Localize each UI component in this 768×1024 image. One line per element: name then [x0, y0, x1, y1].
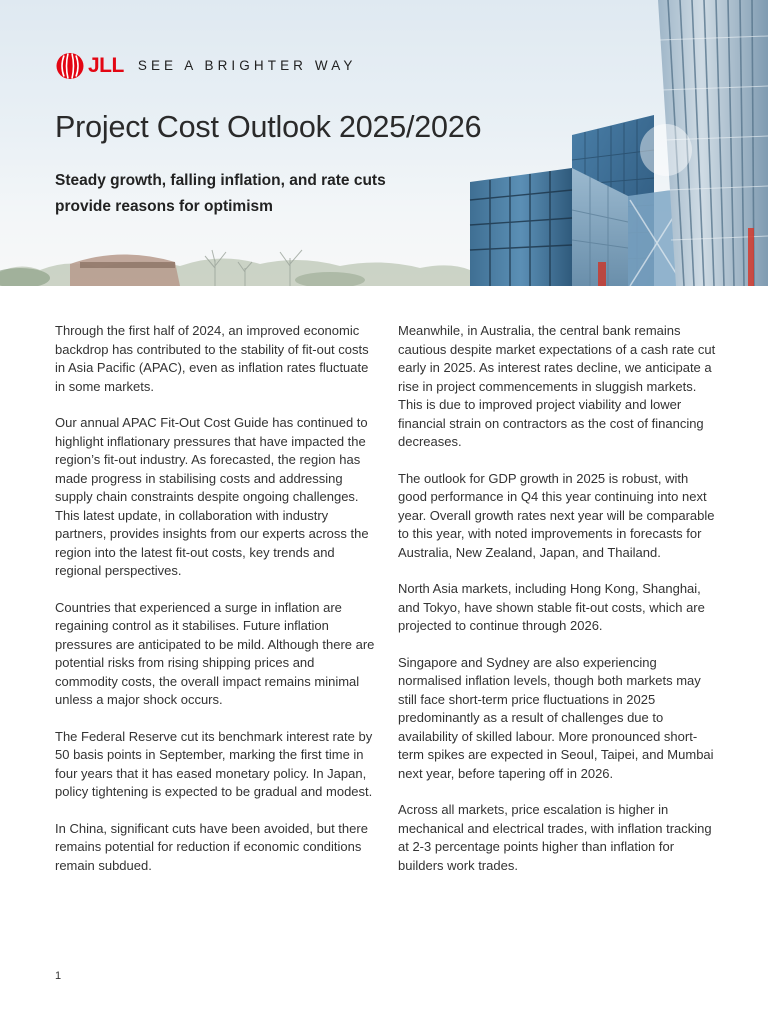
logo-text: JLL — [88, 54, 124, 77]
page-subtitle — [55, 168, 435, 220]
left-column — [55, 322, 375, 893]
hero-banner — [0, 0, 768, 286]
right-column — [398, 322, 718, 893]
body-paragraph: In China, significant cuts have been avoided, but there remains potential for reduction if economic conditions remain subdued. — [55, 820, 368, 873]
brand-header — [55, 52, 356, 80]
jll-logo-icon — [55, 52, 85, 80]
body-paragraph: North Asia markets, including Hong Kong, Shanghai, and Tokyo, have shown stable fit-out costs, which are projected to continue through 2026. — [398, 581, 705, 633]
body-paragraph: Countries that experienced a surge in inflation are regaining control as it stabilises. Future inflation pressures are anticipated to be mild. Although there are potential risks from rising shipping prices and commodity costs, the overall impact remains minimal unless a major shock occurs. — [55, 599, 375, 707]
body-paragraph: Our annual APAC Fit-Out Cost Guide has continued to highlight inflationary pressures that have impacted the region’s fit-out industry. As forecasted, the region has made progress in stabilising costs and addressing supply chain constraints despite ongoing challenges. This latest update, in collaboration with industry partners, provides insights from our experts across the region into the latest fit-out costs, key trends and regional perspectives. — [55, 415, 369, 578]
page-title: Project Cost Outlook 2025/2026 — [55, 110, 482, 144]
body-paragraph: The Federal Reserve cut its benchmark interest rate by 50 basis points in September, marking the first time in four years that it has eased monetary policy. In Japan, policy tightening is expected to be gradual and modest. — [55, 728, 373, 799]
page-number: 1 — [55, 970, 62, 982]
body-paragraph: Through the first half of 2024, an improved economic backdrop has contributed to the stability of fit-out costs in Asia Pacific (APAC), even as inflation rates fluctuate in some markets. — [55, 323, 369, 394]
body-paragraph: Meanwhile, in Australia, the central bank remains cautious despite market expectations of a cash rate cut early in 2025. As interest rates decline, we anticipate a rise in project commencements in sluggish markets. This is due to improved project viability and lower financial strain on contractors as the cost of financing decreases. — [398, 323, 716, 449]
body-paragraph: Across all markets, price escalation is higher in mechanical and electrical trades, with inflation tracking at 2-3 percentage points higher than inflation for builders work trades. — [398, 802, 712, 873]
body-paragraph: Singapore and Sydney are also experiencing normalised inflation levels, though both markets may still face short-term price fluctuations in 2025 predominantly as a result of challenges due to availability of skilled labour. More pronounced short-term spikes are expected in Seoul, Taipei, and Mumbai next year, before tapering off in 2026. — [398, 654, 714, 781]
subtitle-line: Steady growth, falling inflation, and rate cuts — [55, 172, 386, 189]
brand-tagline: SEE A BRIGHTER WAY — [137, 58, 357, 73]
body-paragraph: The outlook for GDP growth in 2025 is robust, with good performance in Q4 this year continuing into next year. Overall growth rates next year will be comparable to this year, with noted improvements in forecasts for Australia, New Zealand, Japan, and Thailand. — [398, 470, 715, 560]
subtitle-line: provide reasons for optimism — [55, 198, 273, 215]
